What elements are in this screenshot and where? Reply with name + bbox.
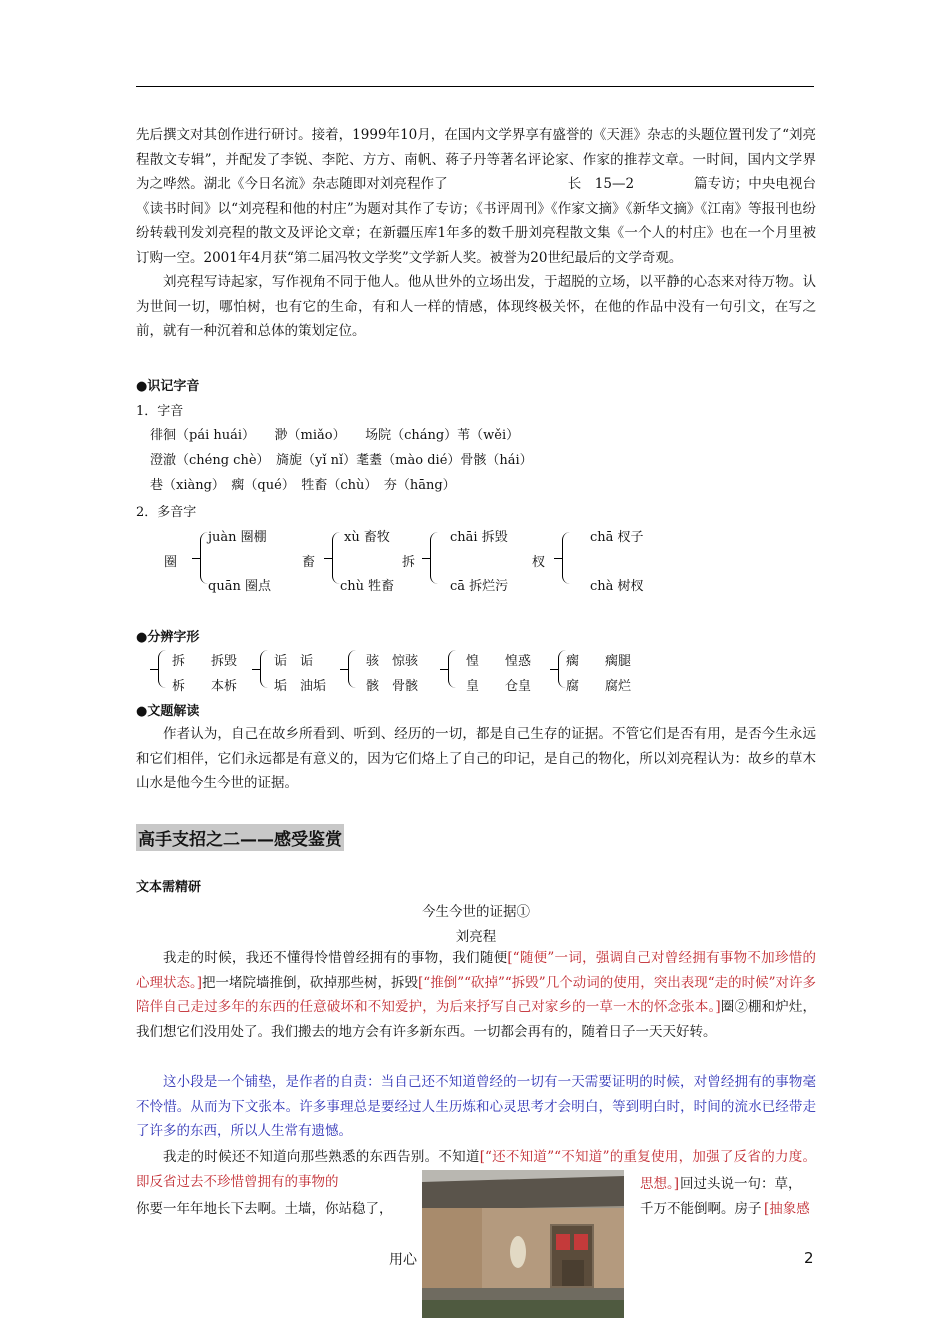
sub-heading: 文本需精研: [136, 880, 202, 895]
brace: [158, 650, 167, 688]
shape-top: 骇 惊骇: [366, 654, 419, 669]
poly-top: chā 杈子: [590, 530, 644, 545]
shape-top: 瘸 瘸腿: [566, 654, 632, 669]
brace: [562, 532, 571, 584]
poly-char: 杈: [532, 555, 546, 570]
intro-text: 先后撰文对其创作进行研讨。接着，1999年10月，在国内文学界享有盛誉的《天涯》杂志的头题位置刊发了“刘亮程散文专辑”，并配发了李锐、李陀、方方、南帆、蒋子丹等著名评论家、作家的推荐文章。一时间，国内文学界为之哗然。湖北《今日名流》杂志随即对刘亮程作了: [136, 127, 816, 192]
brace: [260, 650, 269, 688]
title-interp: [136, 722, 816, 796]
article-author: 刘亮程: [455, 929, 497, 945]
poly-bottom: quān 圈点: [208, 579, 271, 594]
article-text: 圈②棚和炉灶，我们想它们没用处了。我们搬去的地方会有许多新东西。一切都会再有的，随着日子一天天好转。: [136, 999, 817, 1040]
house-photo: [422, 1170, 624, 1318]
brace: [348, 650, 357, 688]
shape-bottom: 柝 本柝: [172, 679, 238, 694]
article-text: 千万不能倒啊。房子: [640, 1201, 762, 1217]
style-paragraph: 刘亮程写诗起家，写作视角不同于他人。他从世外的立场出发，于超脱的立场，以平静的心态来对待万物。认为世间一切，哪怕树，也有它的生命，有和人一样的情感，体现终极关怀，在他的作品中没有一句引文，在写之前，就有一种沉着和总体的策划定位。: [136, 274, 816, 339]
article-text: 我走的时候还不知道向那些熟悉的东西告别。不知道: [163, 1149, 480, 1165]
heading-title-interp: ●文题解读: [136, 704, 200, 719]
shape-bottom: 皇 仓皇: [466, 679, 532, 694]
poly-bottom: chù 牲畜: [340, 579, 395, 594]
poly-char: 拆: [402, 555, 416, 570]
poly-char: 圈: [164, 555, 178, 570]
poly-bottom: cā 拆烂污: [450, 579, 509, 594]
poly-bottom: chà 树杈: [590, 579, 644, 594]
commentary-text: 这小段是一个铺垫，是作者的自责：当自己还不知道曾经的一切有一天需要证明的时候，对曾经拥有的事物毫不怜惜。从而为下文张本。许多事理总是要经过人生历炼和心灵思考才会明白，等到明白时，时间的流水已经带走了许多的东西，所以人生常有遗憾。: [136, 1074, 816, 1139]
article-text: 我走的时候，我还不懂得怜惜曾经拥有的事物，我们随便: [163, 950, 508, 966]
heading-pronunciation: ●识记字音: [136, 379, 200, 394]
intro-paragraph: [136, 123, 816, 344]
shape-top: 拆 拆毁: [172, 654, 238, 669]
article-text: 回过头说一句：草，: [680, 1176, 802, 1192]
poly-title: 2．多音字: [136, 505, 197, 520]
poly-char: 畜: [302, 555, 316, 570]
annotation: [“推倒”“砍掉”“拆毁”几个动词的使用，突出表现“走的时候”对许多陪伴自己走过多年的东西的任意破坏和不知爱护，为后来抒写自己对家乡的一草一木的怀念张本。]: [136, 974, 817, 1015]
shape-top: 诟 诟: [274, 654, 314, 669]
footer-text: 用心: [389, 1252, 417, 1268]
shape-bottom: 骸 骨骸: [366, 679, 419, 694]
article-para-1: [136, 946, 816, 1044]
article-title: 今生今世的证据①: [422, 904, 530, 920]
poly-top: chāi 拆毁: [450, 530, 508, 545]
article-text: 你要一年年地长下去啊。土墙，你站稳了，: [136, 1201, 393, 1217]
heading-shapes: ●分辨字形: [136, 630, 200, 645]
poly-top: juàn 圈棚: [208, 530, 267, 545]
title-interp-text: 作者认为，自己在故乡所看到、听到、经历的一切，都是自己生存的证据。不管它们是否有用，是否今生永远和它们相伴，它们永远都是有意义的，因为它们烙上了自己的印记，是自己的物化，所以刘亮程认为：故乡的草木山水是他今生今世的证据。: [136, 726, 816, 791]
pron-line-1: 徘徊（pái huái） 渺（miǎo） 场院（cháng）苇（wěi）: [150, 428, 520, 443]
section-title: 高手支招之二——感受鉴赏: [136, 824, 344, 851]
annotation: [“还不知道”“不知道”的重复使用，加强了反省的力度。即反省过去不珍惜曾拥有的事物的: [136, 1149, 817, 1190]
poly-top: xù 畜牧: [344, 530, 390, 545]
article-text: 把一堵院墙推倒，砍掉那些树，拆毁: [202, 974, 419, 991]
annotation-end: 思想。]: [640, 1176, 680, 1192]
intro-text-cont: 篇专访；中央电视台《读书时间》以“刘亮程和他的村庄”为题对其作了专访；《书评周刊》《作家文摘》《新华文摘》《江南》等报刊也纷纷转载刊发刘亮程的散文及评论文章；在新疆压库1年多的数千册刘亮程散文集《一个人的村庄》也在一个月里被订购一空。2001年4月获“第二届冯牧文学奖”文学新人奖。被誉为20世纪最后的文学奇观。: [136, 176, 817, 266]
brace: [448, 650, 457, 688]
annotation: [抽象感: [764, 1201, 810, 1217]
shape-top: 惶 惶惑: [466, 654, 532, 669]
house-illustration: [422, 1170, 624, 1318]
pron-line-2: 澄澈（chéng chè） 旖旎（yǐ nǐ）耄耋（mào dié）骨骸（hái）: [150, 453, 533, 468]
pron-title: 1．字音: [136, 404, 184, 419]
shape-bottom: 垢 油垢: [274, 679, 327, 694]
commentary: [136, 1070, 816, 1144]
page-number: 2: [804, 1249, 814, 1267]
header-rule: [136, 86, 814, 87]
shape-bottom: 腐 腐烂: [566, 679, 632, 694]
intro-length: 长 15—2: [567, 176, 635, 192]
pron-line-3: 巷（xiàng） 瘸（qué） 牲畜（chù） 夯（hāng）: [150, 478, 456, 493]
brace: [430, 532, 439, 584]
annotation: [“随便”一词，强调自己对曾经拥有事物不加珍惜的心理状态。]: [136, 950, 816, 991]
